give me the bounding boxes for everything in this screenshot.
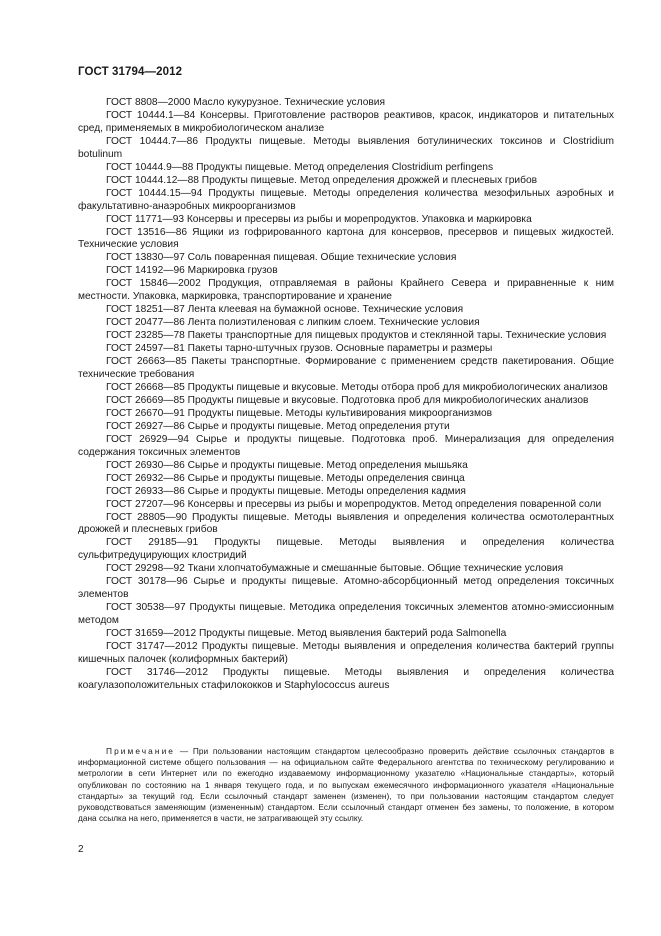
reference-item: ГОСТ 27207—96 Консервы и пресервы из рыбы и морепродуктов. Метод определения поваренной соли [106,498,602,510]
reference-item: ГОСТ 29185—91 Продукты пищевые. Методы выявления и определения количества сульфитредуцирующих клостридий [78,537,614,562]
note-label: Примечание [106,746,176,756]
note-text: — При пользовании настоящим стандартом целесообразно проверить действие ссылочных стандартов в информационной системе общего пользования — на официальном сайте Федерального агентства по техническому регулированию и метрологии в сети Интернет или по ежегодно издаваемому информационному указателю «Национальные стандарты», который опубликован по состоянию на 1 января текущего года, и по выпускам ежемесячного информационного указателя «Национальные стандарты» за текущий год. Если ссылочный стандарт заменен (изменен), то при пользовании настоящим стандартом следует руководствоваться заменяющим (измененным) стандартом. Если ссылочный стандарт отменен без замены, то положение, в котором дана ссылка на него, применяется в части, не затрагивающей эту ссылку. [78,746,614,824]
reference-item: ГОСТ 10444.1—84 Консервы. Приготовление растворов реактивов, красок, индикаторов и питательных сред, применяемых в микробиологическом анализе [78,109,614,134]
reference-item: ГОСТ 10444.9—88 Продукты пищевые. Метод определения Clostridium perfingens [106,161,494,173]
reference-item: ГОСТ 23285—78 Пакеты транспортные для пищевых продуктов и стеклянной тары. Технические условия [106,330,607,342]
reference-item: ГОСТ 10444.15—94 Продукты пищевые. Методы определения количества мезофильных аэробных и факультативно-анаэробных микроорганизмов [78,187,614,212]
reference-item: ГОСТ 26930—86 Сырье и продукты пищевые. Метод определения мышьяка [106,459,468,471]
reference-item: ГОСТ 26933—86 Сырье и продукты пищевые. Методы определения кадмия [106,485,466,497]
reference-item: ГОСТ 8808—2000 Масло кукурузное. Технические условия [106,97,385,108]
reference-item: ГОСТ 26663—85 Пакеты транспортные. Формирование с применением средств пакетирования. Общие технические требования [78,356,614,381]
reference-item: ГОСТ 26927—86 Сырье и продукты пищевые. Метод определения ртути [106,420,450,432]
reference-item: ГОСТ 30538—97 Продукты пищевые. Методика определения токсичных элементов атомно-эмиссионным методом [78,602,614,627]
reference-item: ГОСТ 14192—96 Маркировка грузов [106,265,278,277]
reference-item: ГОСТ 18251—87 Лента клеевая на бумажной основе. Технические условия [106,304,464,316]
reference-item: ГОСТ 20477—86 Лента полиэтиленовая с липким слоем. Технические условия [106,317,480,329]
reference-item: ГОСТ 13830—97 Соль поваренная пищевая. Общие технические условия [106,252,457,264]
reference-item: ГОСТ 13516—86 Ящики из гофрированного картона для консервов, пресервов и пищевых жидкостей. Технические условия [78,226,614,251]
reference-item: ГОСТ 10444.12—88 Продукты пищевые. Метод определения дрожжей и плесневых грибов [106,174,538,186]
reference-item: ГОСТ 26929—94 Сырье и продукты пищевые. Подготовка проб. Минерализация для определения содержания токсичных элементов [78,433,614,458]
reference-note [78,746,614,824]
reference-item: ГОСТ 15846—2002 Продукция, отправляемая в районы Крайнего Севера и приравненные к ним местности. Упаковка, маркировка, транспортирование и хранение [78,278,614,303]
reference-item: ГОСТ 26668—85 Продукты пищевые и вкусовые. Методы отбора проб для микробиологических анализов [106,381,608,393]
reference-item: ГОСТ 31747—2012 Продукты пищевые. Методы выявления и определения количества бактерий группы кишечных палочек (колиформных бактерий) [78,641,614,665]
reference-item: ГОСТ 31659—2012 Продукты пищевые. Метод выявления бактерий рода Salmonella [106,628,507,640]
reference-item: ГОСТ 29298—92 Ткани хлопчатобумажные и смешанные бытовые. Общие технические условия [106,563,564,575]
reference-item: ГОСТ 26670—91 Продукты пищевые. Методы культивирования микроорганизмов [106,407,493,419]
reference-item: ГОСТ 28805—90 Продукты пищевые. Методы выявления и определения количества осмотолерантных дрожжей и плесневых грибов [78,511,614,536]
reference-item: ГОСТ 26932—86 Сырье и продукты пищевые. Методы определения свинца [106,472,465,484]
normative-references-list [78,97,614,693]
reference-item: ГОСТ 10444.7—86 Продукты пищевые. Методы выявления ботулинических токсинов и Clostridium botulinum [78,135,614,160]
reference-item: ГОСТ 24597—81 Пакеты тарно-штучных грузов. Основные параметры и размеры [106,343,493,355]
reference-item: ГОСТ 31746—2012 Продукты пищевые. Методы выявления и определения количества коагулазоположительных стафилококков и Staphylococcus aureus [78,666,614,691]
reference-item: ГОСТ 26669—85 Продукты пищевые и вкусовые. Подготовка проб для микробиологических анализов [106,394,589,406]
reference-item: ГОСТ 30178—96 Сырье и продукты пищевые. Атомно-абсорбционный метод определения токсичных элементов [78,576,614,601]
reference-item: ГОСТ 11771—93 Консервы и пресервы из рыбы и морепродуктов. Упаковка и маркировка [106,213,532,225]
page-number: 2 [78,844,84,855]
page-header-standard-title: ГОСТ 31794—2012 [78,66,183,78]
